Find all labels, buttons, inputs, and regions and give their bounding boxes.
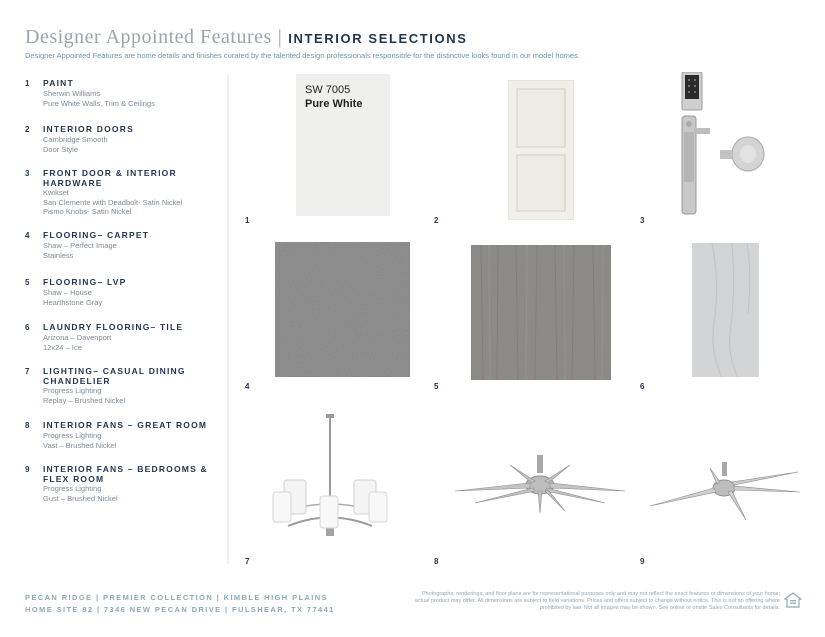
feature-detail: Progress Lighting — [43, 484, 102, 493]
feature-description — [43, 135, 108, 154]
feature-detail: Replay – Brushed Nickel — [43, 395, 126, 405]
feature-detail: Vast – Brushed Nickel — [43, 440, 117, 450]
feature-title: INTERIOR FANS – BEDROOMS & FLEX ROOM — [43, 464, 208, 484]
feature-detail: Gust – Brushed Nickel — [43, 493, 118, 503]
feature-detail: Pure White Walls, Trim & Ceilings — [43, 98, 155, 108]
feature-detail: San Clemente with Deadbolt- Satin Nickel — [43, 197, 183, 207]
feature-detail: Kwikset — [43, 188, 69, 197]
sample-number-3: 3 — [640, 216, 645, 225]
feature-title: INTERIOR DOORS — [43, 124, 134, 134]
great-room-fan-image — [455, 455, 625, 515]
intro-text: Designer Appointed Features are home details and finishes curated by the talented design professionals responsible for the distinctive looks found in our model homes. — [25, 51, 580, 60]
footer-disclaimer: Photographs, renderings, and floor plans are for representational purposes only and may not reflect the exact features or dimensions of your home; actual product may differ. All dimensions are subject to field variations. Prices and offers subject to change without notice. This is not an offering where prohibited by law. Not all images may be shown. See online or onsite Sales Consultants for details. — [414, 591, 780, 611]
feature-detail: Shaw – Perfect Image — [43, 241, 117, 250]
feature-title: FLOORING– LVP — [43, 277, 127, 287]
feature-description — [43, 288, 102, 307]
feature-detail: Stainless — [43, 250, 74, 260]
feature-detail: Arizona – Davenport — [43, 333, 112, 342]
page-title — [25, 26, 468, 49]
equal-housing-icon — [784, 592, 802, 608]
door-hardware-image — [676, 72, 768, 217]
feature-detail: Cambridge Smooth — [43, 135, 108, 144]
title-separator: | — [277, 26, 283, 48]
feature-detail: Progress Lighting — [43, 431, 102, 440]
title-text: Designer Appointed Features — [25, 26, 272, 48]
paint-swatch — [296, 74, 390, 216]
feature-number: 1 — [25, 79, 30, 88]
feature-detail: 12x24 – Ice — [43, 342, 82, 352]
paint-code: SW 7005 — [305, 84, 351, 96]
column-divider — [227, 74, 229, 564]
carpet-swatch — [275, 242, 410, 377]
feature-number: 5 — [25, 278, 30, 287]
feature-description — [43, 386, 125, 405]
tile-swatch — [692, 243, 759, 377]
sample-number-2: 2 — [434, 216, 439, 225]
feature-description — [43, 431, 116, 450]
feature-description — [43, 333, 111, 352]
feature-title: FRONT DOOR & INTERIOR HARDWARE — [43, 168, 177, 188]
lvp-swatch — [471, 245, 611, 380]
paint-name: Pure White — [305, 98, 363, 110]
sample-number-6: 6 — [640, 382, 645, 391]
chandelier-image — [268, 414, 392, 544]
feature-number: 3 — [25, 169, 30, 178]
feature-detail: Shaw – House — [43, 288, 92, 297]
footer-line-2: HOME SITE 82 | 7346 NEW PECAN DRIVE | FULSHEAR, TX 77441 — [25, 605, 335, 614]
feature-number: 7 — [25, 367, 30, 376]
feature-title: PAINT — [43, 78, 74, 88]
feature-number: 8 — [25, 421, 30, 430]
feature-detail: Door Style — [43, 144, 79, 154]
feature-description — [43, 484, 118, 503]
sample-number-4: 4 — [245, 382, 250, 391]
sample-number-8: 8 — [434, 557, 439, 566]
sample-number-9: 9 — [640, 557, 645, 566]
feature-detail: Hearthstone Gray — [43, 297, 103, 307]
bedroom-fan-image — [650, 462, 800, 522]
feature-detail: Pismo Knobs- Satin Nickel — [43, 207, 132, 216]
feature-description — [43, 89, 155, 108]
feature-title: INTERIOR FANS – GREAT ROOM — [43, 420, 208, 430]
feature-detail: Progress Lighting — [43, 386, 102, 395]
sample-number-7: 7 — [245, 557, 250, 566]
footer-location — [25, 592, 335, 616]
feature-description — [43, 241, 117, 260]
sample-number-1: 1 — [245, 216, 250, 225]
feature-title: LAUNDRY FLOORING– TILE — [43, 322, 184, 332]
page-subtitle: INTERIOR SELECTIONS — [288, 31, 468, 46]
feature-detail: Sherwin Williams — [43, 89, 101, 98]
feature-number: 4 — [25, 231, 30, 240]
feature-title: FLOORING– CARPET — [43, 230, 150, 240]
feature-number: 2 — [25, 125, 30, 134]
sample-number-5: 5 — [434, 382, 439, 391]
feature-description — [43, 188, 182, 217]
interior-door-image — [508, 80, 574, 220]
feature-number: 9 — [25, 465, 30, 474]
footer-line-1: PECAN RIDGE | PREMIER COLLECTION | KIMBLE HIGH PLAINS — [25, 593, 328, 602]
feature-number: 6 — [25, 323, 30, 332]
feature-title: LIGHTING– CASUAL DINING CHANDELIER — [43, 366, 186, 386]
